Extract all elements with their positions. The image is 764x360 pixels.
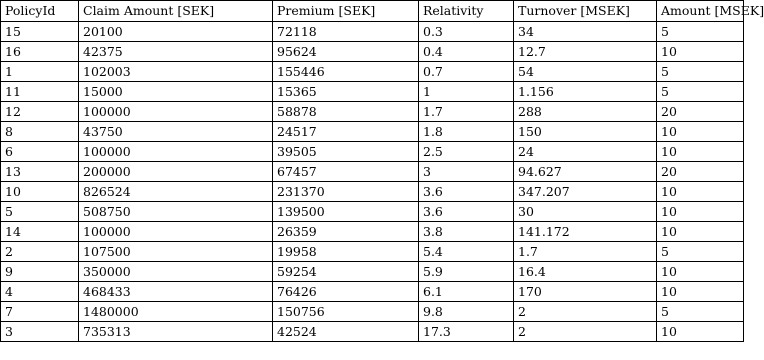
cell-policy-id: 10: [1, 182, 79, 202]
cell-amount: 10: [657, 182, 744, 202]
table-row: [1, 102, 744, 122]
cell-amount: 5: [657, 22, 744, 42]
cell-premium: 155446: [273, 62, 419, 82]
cell-turnover: 170: [514, 282, 657, 302]
cell-turnover: 16.4: [514, 262, 657, 282]
cell-policy-id: 11: [1, 82, 79, 102]
cell-claim-amount: 468433: [79, 282, 273, 302]
header-relativity: Relativity: [419, 1, 514, 22]
cell-turnover: 347.207: [514, 182, 657, 202]
cell-relativity: 6.1: [419, 282, 514, 302]
cell-relativity: 3: [419, 162, 514, 182]
header-premium: Premium [SEK]: [273, 1, 419, 22]
cell-premium: 231370: [273, 182, 419, 202]
cell-relativity: 9.8: [419, 302, 514, 322]
cell-premium: 58878: [273, 102, 419, 122]
cell-claim-amount: 735313: [79, 322, 273, 342]
cell-premium: 139500: [273, 202, 419, 222]
cell-policy-id: 12: [1, 102, 79, 122]
cell-claim-amount: 100000: [79, 142, 273, 162]
header-claim-amount: Claim Amount [SEK]: [79, 1, 273, 22]
cell-relativity: 1.8: [419, 122, 514, 142]
cell-premium: 42524: [273, 322, 419, 342]
cell-claim-amount: 350000: [79, 262, 273, 282]
table-row: [1, 182, 744, 202]
table-header-row: [1, 1, 744, 22]
cell-relativity: 3.8: [419, 222, 514, 242]
cell-amount: 20: [657, 162, 744, 182]
cell-policy-id: 1: [1, 62, 79, 82]
cell-relativity: 17.3: [419, 322, 514, 342]
cell-turnover: 2: [514, 322, 657, 342]
table-row: [1, 122, 744, 142]
cell-amount: 10: [657, 282, 744, 302]
cell-premium: 24517: [273, 122, 419, 142]
cell-premium: 95624: [273, 42, 419, 62]
cell-turnover: 2: [514, 302, 657, 322]
table-row: [1, 142, 744, 162]
cell-policy-id: 7: [1, 302, 79, 322]
cell-policy-id: 5: [1, 202, 79, 222]
cell-turnover: 12.7: [514, 42, 657, 62]
table-row: [1, 302, 744, 322]
cell-claim-amount: 15000: [79, 82, 273, 102]
table-row: [1, 62, 744, 82]
cell-policy-id: 4: [1, 282, 79, 302]
cell-turnover: 30: [514, 202, 657, 222]
table-row: [1, 202, 744, 222]
cell-turnover: 34: [514, 22, 657, 42]
table-row: [1, 282, 744, 302]
cell-relativity: 3.6: [419, 202, 514, 222]
cell-policy-id: 3: [1, 322, 79, 342]
cell-turnover: 288: [514, 102, 657, 122]
cell-relativity: 5.4: [419, 242, 514, 262]
table-row: [1, 222, 744, 242]
cell-premium: 26359: [273, 222, 419, 242]
cell-claim-amount: 508750: [79, 202, 273, 222]
cell-premium: 59254: [273, 262, 419, 282]
cell-claim-amount: 107500: [79, 242, 273, 262]
cell-relativity: 0.7: [419, 62, 514, 82]
cell-policy-id: 2: [1, 242, 79, 262]
cell-amount: 10: [657, 322, 744, 342]
table-row: [1, 262, 744, 282]
cell-amount: 10: [657, 222, 744, 242]
table-row: [1, 162, 744, 182]
cell-premium: 150756: [273, 302, 419, 322]
cell-amount: 10: [657, 142, 744, 162]
table-body: [1, 22, 744, 342]
cell-claim-amount: 20100: [79, 22, 273, 42]
cell-turnover: 1.156: [514, 82, 657, 102]
cell-amount: 5: [657, 242, 744, 262]
cell-amount: 10: [657, 122, 744, 142]
cell-relativity: 2.5: [419, 142, 514, 162]
cell-premium: 76426: [273, 282, 419, 302]
cell-turnover: 54: [514, 62, 657, 82]
cell-turnover: 141.172: [514, 222, 657, 242]
cell-policy-id: 16: [1, 42, 79, 62]
cell-amount: 20: [657, 102, 744, 122]
cell-policy-id: 14: [1, 222, 79, 242]
cell-premium: 19958: [273, 242, 419, 262]
cell-amount: 5: [657, 62, 744, 82]
cell-relativity: 0.3: [419, 22, 514, 42]
cell-policy-id: 15: [1, 22, 79, 42]
cell-amount: 5: [657, 82, 744, 102]
cell-relativity: 5.9: [419, 262, 514, 282]
cell-relativity: 3.6: [419, 182, 514, 202]
cell-turnover: 24: [514, 142, 657, 162]
cell-amount: 5: [657, 302, 744, 322]
cell-premium: 15365: [273, 82, 419, 102]
cell-policy-id: 6: [1, 142, 79, 162]
table-row: [1, 82, 744, 102]
table-row: [1, 322, 744, 342]
table-row: [1, 242, 744, 262]
table-row: [1, 22, 744, 42]
cell-amount: 10: [657, 262, 744, 282]
table-row: [1, 42, 744, 62]
cell-amount: 10: [657, 202, 744, 222]
cell-turnover: 1.7: [514, 242, 657, 262]
cell-premium: 67457: [273, 162, 419, 182]
cell-relativity: 1.7: [419, 102, 514, 122]
cell-relativity: 0.4: [419, 42, 514, 62]
cell-policy-id: 13: [1, 162, 79, 182]
cell-claim-amount: 200000: [79, 162, 273, 182]
cell-amount: 10: [657, 42, 744, 62]
header-amount: Amount [MSEK]: [657, 1, 744, 22]
header-policy-id: PolicyId: [1, 1, 79, 22]
cell-claim-amount: 100000: [79, 222, 273, 242]
cell-claim-amount: 1480000: [79, 302, 273, 322]
cell-claim-amount: 43750: [79, 122, 273, 142]
cell-claim-amount: 102003: [79, 62, 273, 82]
cell-turnover: 150: [514, 122, 657, 142]
cell-policy-id: 9: [1, 262, 79, 282]
cell-premium: 72118: [273, 22, 419, 42]
header-turnover: Turnover [MSEK]: [514, 1, 657, 22]
cell-claim-amount: 826524: [79, 182, 273, 202]
cell-claim-amount: 100000: [79, 102, 273, 122]
cell-premium: 39505: [273, 142, 419, 162]
cell-turnover: 94.627: [514, 162, 657, 182]
cell-relativity: 1: [419, 82, 514, 102]
cell-policy-id: 8: [1, 122, 79, 142]
cell-claim-amount: 42375: [79, 42, 273, 62]
